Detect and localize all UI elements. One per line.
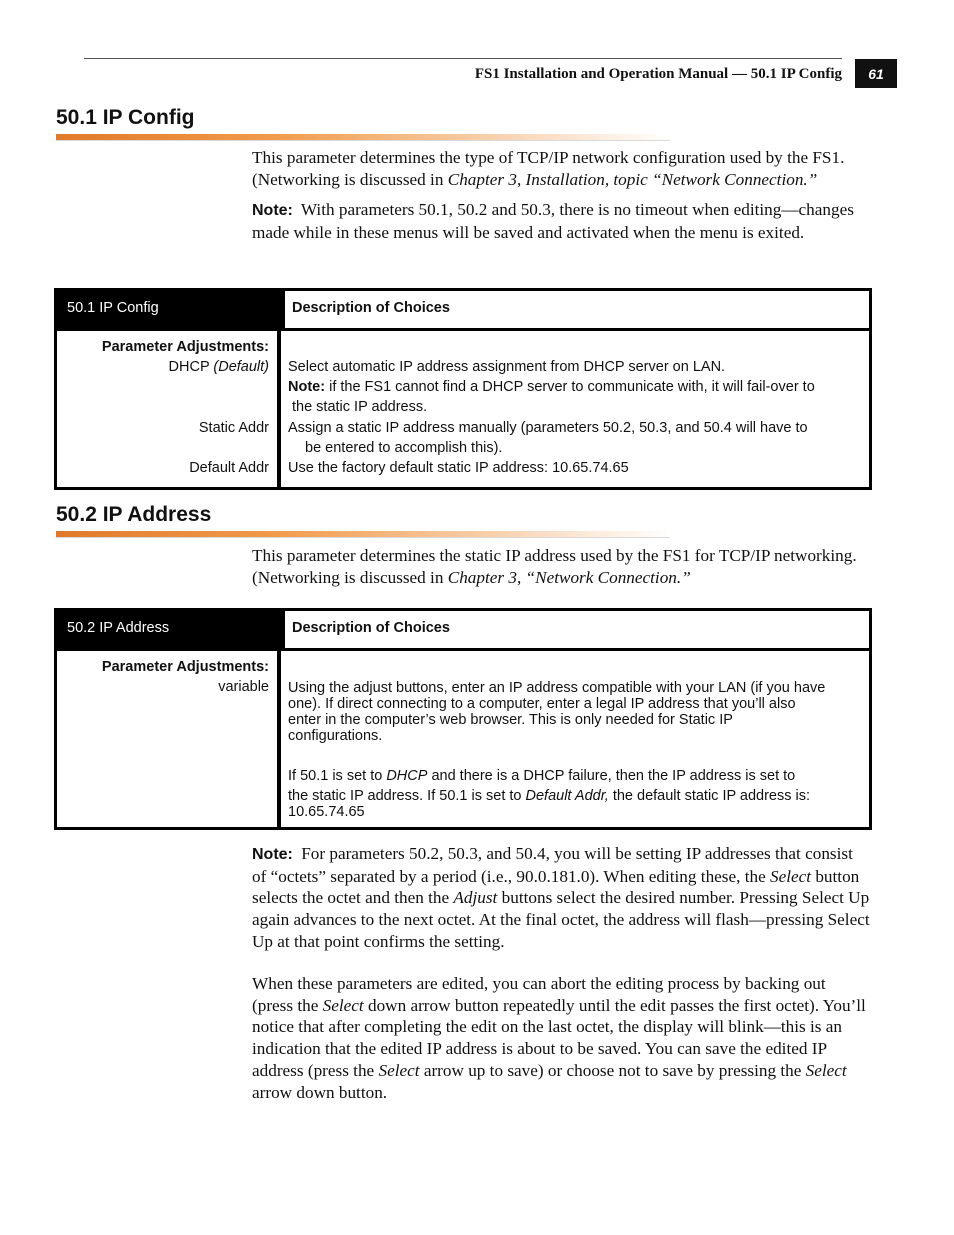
section1-note <box>252 199 870 243</box>
section-underline <box>56 531 670 538</box>
param-adjustments-label: Parameter Adjustments: <box>101 659 269 675</box>
section-title-ip-address: 50.2 IP Address <box>56 503 212 526</box>
section2-abort-paragraph: When these parameters are edited, you can abort the editing process by backing out (press the Select down arrow button repeatedly until the edit passes the first octet). You’ll notice that after completing the edit on the last octet, the display will blink—this is an indication that the edited IP address is about to be saved. You can save the edited IP address (press the Select arrow up to save) or choose not to save by pressing the Select arrow down button. <box>252 974 866 1102</box>
ip-config-table <box>54 288 872 490</box>
ip-address-table <box>54 608 872 830</box>
table-choices-column <box>57 651 281 827</box>
chapter-reference: Chapter 3, “Network Connection.” <box>447 567 691 587</box>
desc-dhcp: Select automatic IP address assignment from DHCP server on LAN. <box>288 359 726 375</box>
running-header: FS1 Installation and Operation Manual — 50.1 IP Config <box>474 66 842 82</box>
section-underline <box>56 134 670 141</box>
table-header-desc: Description of Choices <box>281 291 869 331</box>
desc-default-addr: the static IP address. If 50.1 is set to Default Addr, the default static IP address is: <box>288 788 811 804</box>
section-title-ip-config: 50.1 IP Config <box>56 106 195 129</box>
section2-intro <box>252 545 870 588</box>
table-description-column <box>281 331 869 487</box>
section1-intro <box>252 147 870 190</box>
desc-variable: Using the adjust buttons, enter an IP address compatible with your LAN (if you have one). If direct connecting to a computer, enter a legal IP address that you’ll also enter in the computer’s web browser. This is only needed for Static IP configurations. <box>288 680 826 744</box>
intro-text: This parameter determines the type of TCP/IP network configuration used by the FS1. (Networking is discussed in <box>252 148 845 189</box>
choice-dhcp: DHCP (Default) <box>168 359 269 375</box>
note-text: With parameters 50.1, 50.2 and 50.3, there is no timeout when editing—changes made while in these menus will be saved and activated when the menu is exited. <box>252 200 854 242</box>
section2-note: Note: For parameters 50.2, 50.3, and 50.4, you will be setting IP addresses that consist of “octets” separated by a period (i.e., 90.0.181.0). When editing these, the Select button selects the octet and then the Adjust buttons select the desired number. Pressing Select Up again advances to the next octet. At the final octet, the address will flash—pressing Select Up at that point confirms the setting. <box>252 844 870 951</box>
desc-static-addr: Assign a static IP address manually (parameters 50.2, 50.3, and 50.4 will have to <box>288 420 808 436</box>
table-header-param: 50.1 IP Config <box>57 291 281 331</box>
desc-dhcp-failure: If 50.1 is set to DHCP and there is a DHCP failure, then the IP address is set to <box>288 768 796 784</box>
desc-default-addr: Use the factory default static IP address: 10.65.74.65 <box>288 460 629 476</box>
desc-dhcp-note-cont: the static IP address. <box>292 399 428 415</box>
table-description-column <box>281 651 869 827</box>
table-choices-column <box>57 331 281 487</box>
desc-static-addr-cont: be entered to accomplish this). <box>305 440 503 456</box>
param-adjustments-label: Parameter Adjustments: <box>101 339 269 355</box>
table-header-param: 50.2 IP Address <box>57 611 281 651</box>
note-label: Note: <box>252 846 293 863</box>
note-label: Note: <box>252 202 293 219</box>
chapter-reference: Chapter 3, Installation, topic “Network Connection.” <box>447 169 818 189</box>
desc-default-ip: 10.65.74.65 <box>288 804 365 820</box>
header-rule <box>84 58 842 59</box>
choice-variable: variable <box>218 679 269 695</box>
table-header-desc: Description of Choices <box>281 611 869 651</box>
choice-static-addr: Static Addr <box>198 420 269 436</box>
choice-default-addr: Default Addr <box>189 460 269 476</box>
intro-text: This parameter determines the static IP address used by the FS1 for TCP/IP networking. (Networking is discussed in <box>252 546 857 587</box>
desc-dhcp-note: Note: if the FS1 cannot find a DHCP server to communicate with, it will fail-over to <box>288 379 815 395</box>
page-number: 61 <box>855 59 897 88</box>
